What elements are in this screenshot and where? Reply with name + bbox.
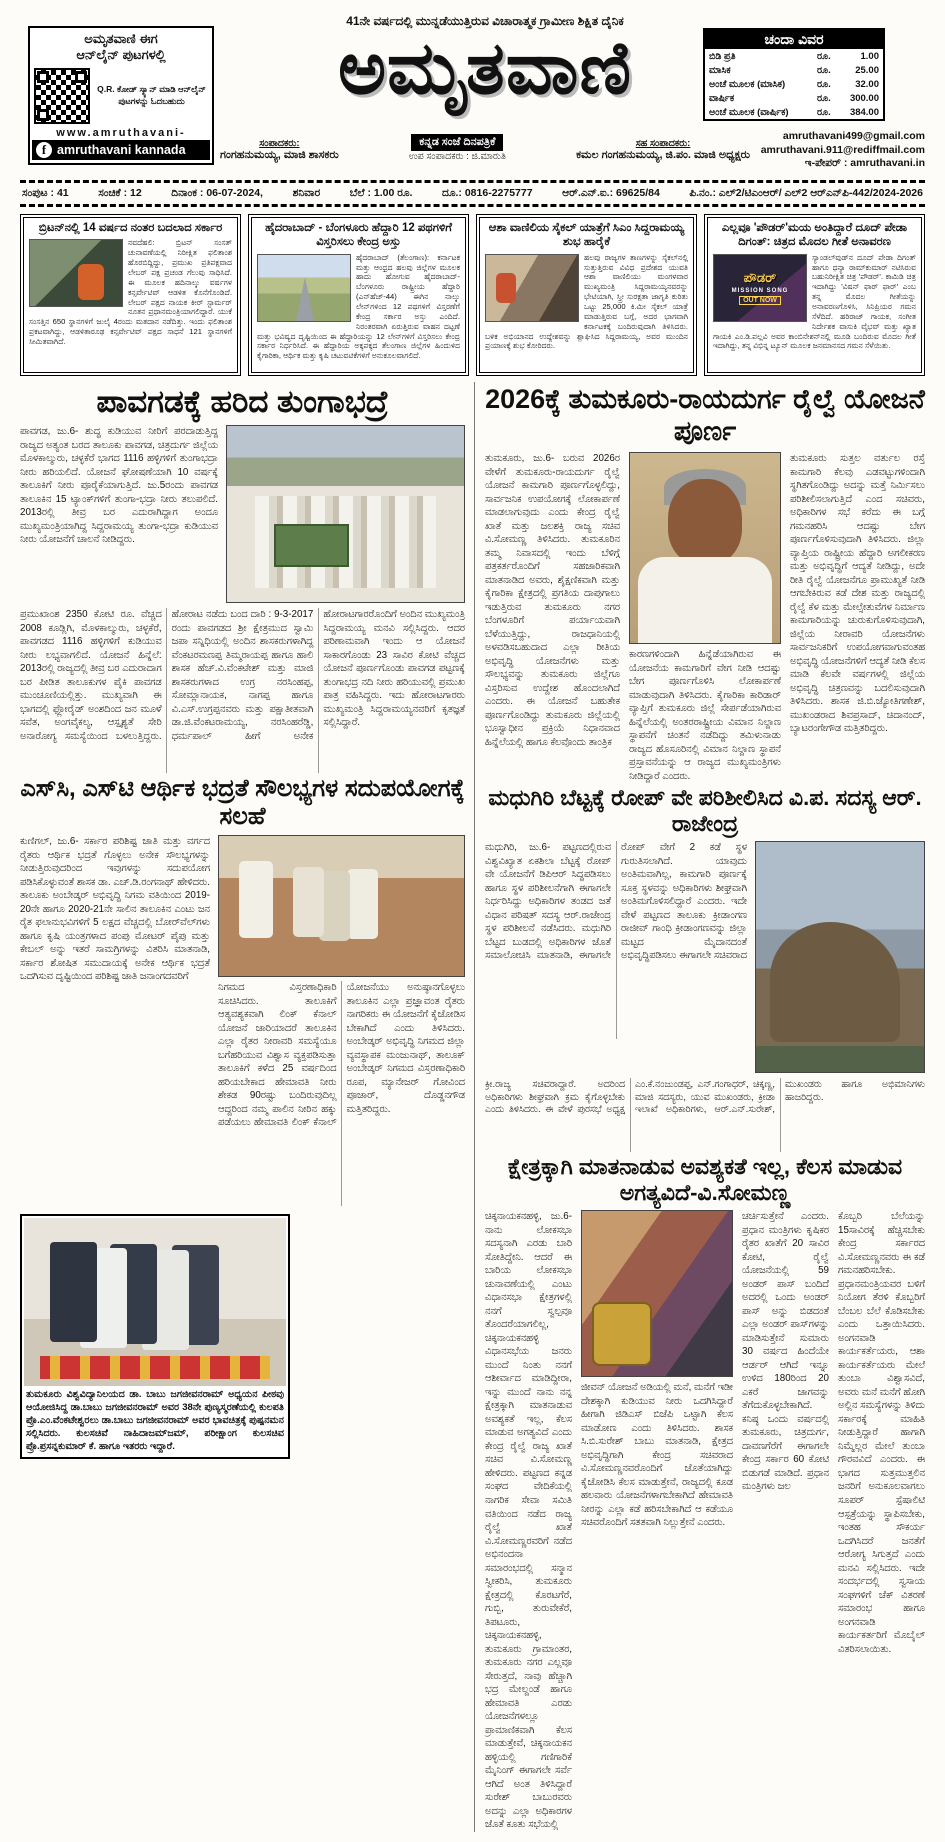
online-promo-box	[28, 26, 214, 165]
email-1: amruthavani499@gmail.com	[782, 130, 925, 142]
website-url: www.amruthavani-	[56, 126, 186, 139]
sub-label: ಬಿಡಿ ಪ್ರತಿ	[709, 50, 736, 62]
photo-pavagada-event	[226, 425, 465, 603]
sub-label: ಮಾಸಿಕ	[709, 64, 731, 76]
photo-madhugiri-hill	[755, 841, 925, 1073]
sub-label: ಅಂಚೆ ಮೂಲಕ (ಮಾಸಿಕ)	[709, 78, 786, 90]
article-somanna	[485, 1154, 925, 1832]
sub-label: ವಾರ್ಷಿಕ	[709, 92, 735, 104]
online-promo-line2: ಆನ್‌ಲೈನ್ ಪುಟಗಳಲ್ಲಿ	[76, 47, 166, 63]
facebook-bar	[32, 140, 210, 160]
article-col2-block	[629, 452, 781, 783]
qr-label: Q.R. ಕೋಡ್	[97, 84, 138, 95]
bottom-left-section	[20, 1214, 465, 1459]
subscription-box	[703, 28, 885, 121]
photo-minister-somanna-portrait	[629, 452, 781, 644]
facebook-handle: amruthavani kannada	[57, 142, 186, 157]
sub-value: 32.00	[855, 78, 879, 90]
article-body: ನಿಗಮದ ವಿಸ್ತರಣಾಧಿಕಾರಿ ಸೂಚಿಸಿದರು. ತಾಲೂಕಿಗೆ ಆತ್ಯವಶ್ಯಕವಾಗಿ ಲಿಂಕ್ ಕೆನಾಲ್ ಯೋಜನೆ ಜಾರಿಯಾದರೆ ತಾಲೂಕಿನ ಎಲ್ಲಾ ರೈತರ ನೀರಾವರಿ ಸಮಸ್ಯೆಯೂ ಬಗೆಹರಿಯುವ ವಿಶ್ವಾಸ ವ್ಯಕ್ತಪಡಿಸುತ್ತಾ ತಾಲೂಕಿಗೆ ಕಳೆದ 25 ವರ್ಷದಿಂದ ಹರಿಯಬೇಕಾದ ಹೇಮಾವತಿ ನೀರು ಶೇಕಡ 90ರಷ್ಟು ಬಂದಿರುವುದಿಲ್ಲ ಆದ್ದರಿಂದ ನಮ್ಮ ಪಾಲಿನ ನೀರಿನ ಹಕ್ಕು ಪಡೆಯಲು ಹೇಮಾವತಿ ಲಿಂಕ್ ಕೆನಾಲ್ ಯೋಜನೆಯು ಅನುಷ್ಠಾನಗೊಳ್ಳಲು ತಾಲೂಕಿನ ಎಲ್ಲಾ ಪ್ರಜ್ಞಾವಂತ ರೈತರು ನಾಗರಿಕರು ಈ ಯೋಜನೆಗೆ ಕೈಜೋಡಿಸ ಬೇಕಾಗಿದೆ ಎಂದು ತಿಳಿಸಿದರು. ಅಂಬೇಡ್ಕರ್ ಅಭಿವೃದ್ಧಿ ನಿಗಮದ ಜಿಲ್ಲಾ ವ್ಯವಸ್ಥಾಪಕ ಮಂಜುನಾಥ್, ತಾಲೂಕ್ ಅಂಬೇಡ್ಕರ್ ನಿಗಮದ ವಿಸ್ತರಣಾಧಿಕಾರಿ ರೂಪ, ಮ್ಯಾನೇಜರ್ ಗೋವಿಂದ ಪೂಜಾರ್, ದೊಡ್ಡನಗೌಡ ಮತ್ತಿತರಿದ್ದರು.	[218, 982, 465, 1129]
co-editor-name: ಕಮಲ ಗಂಗಹನುಮಯ್ಯ, ಜಿ.ಪಂ. ಮಾಜಿ ಅಧ್ಯಕ್ಷರು	[576, 149, 750, 161]
qr-code	[34, 68, 90, 124]
article-col2: ಜೀವನ್ ಯೋಜನೆ ಅಡಿಯಲ್ಲಿ ಮನೆ, ಮನೆಗೆ ಇಡೀ ದೇಶಕ್ಕಾಗಿ ಕುಡಿಯುವ ನೀರು ಒದಗಿಸಿದ್ದಾರೆ ಹೀಗಾಗಿ ಜಿಡಿಎಸ್ ಬಿಜೆಪಿ ಒಟ್ಟಾಗಿ ಕೆಲಸ ಮಾಡೋಣ ಎಂದು ತಿಳಿಸಿದರು. ಶಾಸಕ ಸಿ.ಬಿ.ಸುರೇಶ್ ಬಾಬು ಮಾತನಾಡಿ, ಕ್ಷೇತ್ರದ ಅಭಿವೃದ್ಧಿಗಾಗಿ ಕೇಂದ್ರ ಸಚಿವರಾದ ವಿ.ಸೋಮಣ್ಣನವರೊಂದಿಗೆ ಜೊತೆಯಾಗಿದ್ದು ಕೈಜೋಡಿಸಿ ಕೆಲಸ ಮಾಡುತ್ತೇನೆ, ರಾಜ್ಯದಲ್ಲಿ ಕೂಡ ಹಲವಾರು ಯೋಜನೆಗಳಾಗಬೇಕಾಗಿದೆ ಹೇಮಾವತಿ ನೀರನ್ನು ಎಲ್ಲಾ ಕಡೆ ಹರಿಸಬೇಕಾಗಿದೆ ಆ ಕಡೆಯೂ ಸಚಿವರೊಂದಿಗೆ ಸತತವಾಗಿ ನಿಲ್ಲುತ್ತೇನೆ ಎಂದರು.	[581, 1382, 733, 1529]
article-col1: ತುಮಕೂರು, ಜು.6- ಬರುವ 2026ರ ವೇಳೆಗೆ ತುಮಕೂರು-ರಾಯದುರ್ಗ ರೈಲ್ವೆ ಯೋಜನೆ ಕಾಮಗಾರಿ ಪೂರ್ಣಗೊಳ್ಳಲಿದ್ದು, ಸಾರ್ವಜನಿಕ ಉಪಯೋಗಕ್ಕೆ ಲೋಕಾರ್ಪಣೆ ಮಾಡಲಾಗುವುದು ಎಂದು ಕೇಂದ್ರ ರೈಲ್ವೆ ಖಾತೆ ಮತ್ತು ಜಲಶಕ್ತಿ ರಾಜ್ಯ ಸಚಿವ ವಿ.ಸೋಮಣ್ಣ ತಿಳಿಸಿದರು. ತುಮಕೂರಿನ ತಮ್ಮ ನಿವಾಸದಲ್ಲಿ ಇಂದು ಬೆಳಿಗ್ಗೆ ಪತ್ರಕರ್ತರೊಂದಿಗೆ ಸಹಜಾರಿಕವಾಗಿ ಮಾತನಾಡಿದ ಅವರು, ಶೈಕ್ಷಣಿಕವಾಗಿ ಮತ್ತು ಕೈಗಾರಿಕಾ ಕ್ಷೇತ್ರದಲ್ಲಿ ಪ್ರಗತಿಯ ದಾಪುಗಾಲು ಇಡುತ್ತಿರುವ ತುಮಕೂರು ನಗರ ಬೆಂಗಳೂರಿಗೆ ಪರ್ಯಾಯವಾಗಿ ಬೆಳೆಯುತ್ತಿದ್ದು, ರಾಜಧಾನಿಯಲ್ಲಿ ಅಳವಡಿಸಬಹುದಾದ ಎಲ್ಲಾ ರೀತಿಯ ಅಭಿವೃದ್ಧಿ ಯೋಜನೆಗಳು ಮತ್ತು ಸೌಲಭ್ಯವನ್ನು ತುಮಕೂರು ಜಿಲ್ಲೆಗೂ ವಿಸ್ತರಿಸುವ ಉದ್ದೇಶ ಹೊಂದಲಾಗಿದೆ ಎಂದರು. ಈ ಯೋಜನೆ ಬಹುತೇಕ ಪೂರ್ಣಗೊಂಡಿದ್ದು ತುಮಕೂರು ಜಿಲ್ಲೆಯಲ್ಲಿ ಭೂಸ್ವಾಧೀನ ಪ್ರಕ್ರಿಯೆ ನಿಧಾನವಾದ ಹಿನ್ನೆಲೆಯಲ್ಲಿ ಹಾಗೂ ಕೆಲವೊಂದು ತಾಂತ್ರಿಕ	[485, 453, 620, 748]
article-intro: ಪಾವಗಡ, ಜು.6- ಶುದ್ಧ ಕುಡಿಯುವ ನೀರಿಗೆ ಪರದಾಡುತ್ತಿದ್ದ ರಾಜ್ಯದ ಅತ್ಯಂತ ಬರದ ತಾಲೂಕು ಪಾವಗಡ, ಚಿತ್ರದುರ್ಗ ಜಿಲ್ಲೆಯ ಮೊಳಕಾಲ್ಮುರು, ಚಳ್ಳಕೆರೆ ಭಾಗದ 1116 ಹಳ್ಳಿಗಳಿಗೆ ತುಂಗಾಭದ್ರಾ ನೀರು ಹರಿಯಲಿದೆ. ಯೋಜನೆ ಘೋಷಣೆಯಾಗಿ 10 ವರ್ಷಕ್ಕೆ ತಾಲೂಕಿಗೆ ನೀರು ಪೂರೈಕೆಯಾಗುತ್ತಿದೆ. ಜು.5ರಂದು ಪಾವಗಡ ತಾಲೂಕಿನ 15 ಟ್ಯಾಂಕ್‌ಗಳಿಗೆ ತುಂಗಾ-ಭದ್ರಾ ನೀರು ತಲುಪಲಿದೆ. 2013ರಲ್ಲಿ ತೀವ್ರ ಬರ ಎದುರಾಗಿದ್ದಾಗ ಅಂದೂ ಮುಖ್ಯಮಂತ್ರಿಯಾಗಿದ್ದ ಸಿದ್ದರಾಮಯ್ಯ ತುಂಗಾ-ಭದ್ರಾ ಕುಡಿಯುವ ನೀರು ಯೋಜನೆಗೆ ಚಾಲನೆ ನೀಡಿದ್ದರು.	[20, 426, 218, 546]
article-col4: ಕೊಬ್ಬರಿ ಬೆಲೆಯನ್ನು 15ಸಾವಿರಕ್ಕೆ ಹೆಚ್ಚಿಸಬೇಕು ಕೇಂದ್ರ ಸರ್ಕಾರದ ವಿ.ಸೋಮಣ್ಣನವರು ಈ ಕಡೆ ಗಮನಹರಿಸಬೇಕು. ಪ್ರಧಾನಮಂತ್ರಿಯವರ ಬಳಿಗೆ ನಿಯೋಗ ತೆರಳಿ ಕೊಬ್ಬರಿಗೆ ಬೆಂಬಲ ಬೆಲೆ ಕೊಡಿಸಬೇಕು ಎಂದು ಒತ್ತಾಯಿಸಿದರು. ಅಂಗನವಾಡಿ ಕಾರ್ಯಕರ್ತೆಯರು, ಆಶಾ ಕಾರ್ಯಕರ್ತೆಯರು ಮೇಲೆ ತುಂಬಾ ವಿಶ್ವಾಸವಿದೆ, ಅವರು ಮನೆ ಮನೆಗೆ ಹೋಗಿ ಅಲ್ಲಿನ ಸಮಸ್ಯೆಗಳನ್ನು ತಿಳಿದು ಸರ್ಕಾರಕ್ಕೆ ಮಾಹಿತಿ ನೀಡುತ್ತಿದ್ದಾರೆ ಹಾಗಾಗಿ ನಿಮ್ಮೆಲ್ಲರ ಮೇಲೆ ತುಂಬಾ ಗೌರವವಿದೆ ಎಂದರು. ಈ ಭಾಗದ ಸುತ್ತಮುತ್ತಲಿನ ಜನರಿಗೆ ಅನುಕೂಲವಾಗಲು ಸೂಪರ್ ಸ್ಪೆಷಾಲಿಟಿ ಆಸ್ಪತ್ರೆಯನ್ನು ಸ್ಥಾಪಿಸಬೇಕು, ಇಂತಹ ಸೌಕರ್ಯ ಒದಗಿಸಿದರೆ ಜನತೆಗೆ ಆರೋಗ್ಯ ಸಿಗುತ್ತದೆ ಎಂದು ಮನವಿ ಸಲ್ಲಿಸಿದರು. ಇದೇ ಸಂದರ್ಭದಲ್ಲಿ ಸ್ವಸಾಯ ಸಂಘಗಳಿಗೆ ಚೆಕ್ ವಿತರಣೆ ಸಮಾರಂಭ ಹಾಗೂ ಅಂಗನವಾಡಿ ಕಾರ್ಯಕರ್ತರಿಗೆ ಮೊಬೈಲ್ ವಿತರಿಸಲಾಯಿತು.	[838, 1211, 925, 1655]
photo-movie-poster	[713, 254, 807, 322]
article-headline: 2026ಕ್ಕೆ ತುಮಕೂರು-ರಾಯದುರ್ಗ ರೈಲ್ವೆ ಯೋಜನೆ ಪೂರ್ಣ	[485, 384, 925, 446]
photo-caption: ತುಮಕೂರು ವಿಶ್ವವಿದ್ಯಾನಿಲಯದ ಡಾ. ಬಾಬು ಜಗಜೀವನರಾಮ್ ಅಧ್ಯಯನ ಪೀಠವು ಆಯೋಜಿಸಿದ್ದ ಡಾ.ಬಾಬು ಜಗಜೀವನರಾಮ್ ಅವರ 38ನೇ ಪುಣ್ಯಸ್ಮರಣೆಯಲ್ಲಿ ಕುಲಪತಿ ಪ್ರೊ.ಎಂ.ವೆಂಕಟೇಶ್ವರಲು ಡಾ.ಬಾಬು ಜಗಜೀವನರಾಮ್ ಅವರ ಭಾವಚಿತ್ರಕ್ಕೆ ಪುಷ್ಪನಮನ ಸಲ್ಲಿಸಿದರು. ಕುಲಸಚಿವೆ ನಾಹಿದಾಜಮ್‌ಜಮ್, ಪರೀಕ್ಷಾಂಗ ಕುಲಸಚಿವ ಪ್ರೊ.ಪ್ರಸನ್ನಕುಮಾರ್ ಕೆ. ಹಾಗೂ ಇತರರು ಇದ್ದಾರೆ.	[26, 1389, 284, 1452]
article-headline: ಪಾವಗಡಕ್ಕೆ ಹರಿದ ತುಂಗಾಭದ್ರೆ	[96, 384, 389, 419]
article-railway	[485, 384, 925, 783]
phone: ದೂ.: 0816-2275777	[442, 187, 533, 199]
online-promo-title	[30, 28, 212, 66]
news-box-title: ಬ್ರಿಟನ್‌ನಲ್ಲಿ 14 ವರ್ಷದ ನಂತರ ಬದಲಾದ ಸರ್ಕಾರ	[38, 222, 223, 234]
sub-label: ಅಂಚೆ ಮೂಲಕ (ವಾರ್ಷಿಕ)	[709, 106, 789, 118]
top-news-row	[20, 214, 925, 376]
paper-masthead: ಅಮೃತವಾಣಿ	[337, 28, 633, 109]
email-2: amruthavani.911@rediffmail.com	[760, 143, 925, 156]
news-box-title: ಎಲ್ಲವೂ 'ಪೌಡರ್'ಮಯ ಅಂತಿದ್ದಾರೆ ದೂದ್ ಪೇಡಾ ದಿಗಂತ್: ಚಿತ್ರದ ಮೊದಲ ಗೀತೆ ಅನಾವರಣ	[721, 222, 908, 249]
issue-date: ದಿನಾಂಕ : 06-07-2024,	[171, 187, 263, 199]
editor-block	[220, 138, 339, 162]
price: ಬೆಲೆ : 1.00 ರೂ.	[349, 187, 413, 199]
masthead-header	[20, 6, 925, 178]
article-intro: ಕುಣಿಗಲ್, ಜು.6- ಸರ್ಕಾರ ಪರಿಶಿಷ್ಟ ಜಾತಿ ಮತ್ತು ವರ್ಗದ ರೈತರು ಆರ್ಥಿಕ ಭದ್ರತೆ ಗೊಳ್ಳಲು ಅನೇಕ ಸೌಲಭ್ಯಗಳನ್ನು ನೀಡುತ್ತಿರುವುದರಿಂದ ಇವುಗಳನ್ನು ಸದುಪಯೋಗ ಪಡಿಸಿಕೊಳ್ಳುವಂತೆ ಶಾಸಕ ಡಾ. ಎಚ್.ಡಿ.ರಂಗನಾಥ್ ಹೇಳಿದರು. ತಾಲೂಕು ಅಂಬೇಡ್ಕರ್ ಅಭಿವೃದ್ಧಿ ನಿಗಮ ವತಿಯಿಂದ 2019-20ನೇ ಹಾಗೂ 2020-21ನೇ ಸಾಲಿನ ತಾಲೂಕಿನ ಎಂಟು ಜನ ರೈತ ಫಲಾನುಭವಿಗಳಿಗೆ 5 ಲಕ್ಷದ ವೆಚ್ಚದಲ್ಲಿ ಬೋರ್‌ವೆಲ್‌ಗಳು ಹಾಗೂ ಕೃಷಿ ಯಂತ್ರಗಳಾದ ಪಂಪು ಮೋಟರ್ ಪೈಪು ಮತ್ತು ಕೇಬಲ್ ಅನ್ನು ಇತರೆ ಸಾಮಗ್ರಿಗಳನ್ನು ವಿತರಿಸಿ ಮಾತನಾಡಿ, ಸರ್ಕಾರ ಶೋಷಿತ ಸಮುದಾಯಕ್ಕೆ ಅನೇಕ ಆರ್ಥಿಕ ಭದ್ರತೆ ಒದಗಿಸುವ ದೃಷ್ಟಿಯಿಂದ ಪರಿಶಿಷ್ಟ ಜಾತಿ ಜನಾಂಗದವರಿಗೆ	[20, 836, 210, 983]
sub-value: 1.00	[860, 50, 879, 62]
issue-day: ಶನಿವಾರ	[292, 187, 321, 199]
news-box-highway	[248, 214, 469, 376]
news-box-body: ನವದೆಹಲಿ: ಬ್ರಿಟನ್ ಸಂಸತ್ ಚುನಾವಣೆಯಲ್ಲಿ ನಿರೀಕ್ಷಿತ ಫಲಿತಾಂಶ ಹೊರಬಿದ್ದಿದ್ದು, ಪ್ರಮುಖ ಪ್ರತಿಪಕ್ಷವಾದ ಲೇಬರ್ ಪಕ್ಷ ಪ್ರಚಂಡ ಗೆಲುವು ಸಾಧಿಸಿದೆ. ಈ ಮೂಲಕ ಹದಿನಾಲ್ಕು ವರ್ಷಗಳ ಕನ್ಸರ್ವೇಟಿವ್ ಆಡಳಿತ ಕೊನೆಗೊಂಡಿದೆ. ಲೇಬರ್ ಪಕ್ಷದ ನಾಯಕ ಕೀರ್ ಸ್ಟಾರ್ಮರ್ ನೂತನ ಪ್ರಧಾನಮಂತ್ರಿಯಾಗಲಿದ್ದಾರೆ. ಯುಕೆ ಸಂಸತ್ತಿನ 650 ಸ್ಥಾನಗಳಿಗೆ ಜುಲೈ 4ರಂದು ಮತದಾನ ನಡೆದಿತ್ತು. ಇಂದು ಫಲಿತಾಂಶ ಪ್ರಕಟವಾಗಿದ್ದು, ಆಡಳಿತಾರೂಢ ಕನ್ಸರ್ವೇಟಿವ್ ಪಕ್ಷದ ಸಾಧನೆ 121 ಸ್ಥಾನಗಳಿಗೆ ಸೀಮಿತವಾಗಿದೆ.	[29, 238, 232, 346]
rni-number: ಆರ್.ಎನ್.ಐ.: 69625/84	[562, 187, 660, 199]
photo-caption-block	[20, 1214, 290, 1459]
photo-cm-cyclist	[485, 254, 579, 322]
main-content	[20, 382, 925, 1832]
news-box-title: ಆಶಾ ವಾಣಿಲಿಯ ಸೈಕಲ್ ಯಾತ್ರೆಗೆ ಸಿಎಂ ಸಿದ್ದರಾಮಯ್ಯ ಶುಭ ಹಾರೈಕೆ	[488, 222, 685, 249]
poster-subtitle: MISSION SONG	[731, 288, 789, 295]
editor-label: ಸಂಪಾದಕರು:	[259, 138, 300, 149]
volume: ಸಂಪುಟ : 41	[22, 187, 69, 199]
editor-name: ಗಂಗಹನುಮಯ್ಯ, ಮಾಜಿ ಶಾಸಕರು	[220, 149, 339, 161]
epaper-url: ಇ-ಪೇಪರ್ : amruthavani.in	[804, 157, 925, 170]
subscription-row	[705, 105, 883, 119]
article-body: ಪ್ರಮುಖಾಂಶ 2350 ಕೋಟಿ ರೂ. ವೆಚ್ಚದ 2008 ಕೂಡ್ಲಿಗಿ, ಮೊಳಕಾಲ್ಮುರು, ಚಳ್ಳಕೆರೆ, ಪಾವಗಡದ 1116 ಹಳ್ಳಿಗಳಿಗೆ ಕುಡಿಯುವ ನೀರು ಲಭ್ಯವಾಗಲಿದೆ. ಯೋಜನೆ ಹಿನ್ನೆಲೆ: 2013ರಲ್ಲಿ ರಾಜ್ಯದಲ್ಲಿ ತೀವ್ರ ಬರ ಎದುರಾದಾಗ ಬರ ಪೀಡಿತ ತಾಲೂಕುಗಳ ಪೈಕಿ ಪಾವಗಡ ಮುಂಚೂಣಿಯಲ್ಲಿತ್ತು. ಮುಖ್ಯವಾಗಿ ಈ ಭಾಗದಲ್ಲಿ ಫ್ಲೋರೈಡ್ ಅಂಶದಿಂದ ಜನ ಮೂಳೆ ಸವೆತ, ಅಂಗವೈಕಲ್ಯ, ಆಸ್ಪೃಶ್ಯತೆ ಸೇರಿ ಅನಾರೋಗ್ಯ ಸಮಸ್ಯೆಯಿಂದ ಬಳಲುತ್ತಿದ್ದರು. ಹೋರಾಟ ನಡೆದು ಬಂದ ದಾರಿ : 9-3-2017 ರಂದು ಪಾವಗಡದ ಶ್ರೀ ಕ್ಷೇತ್ರಮುದ ಸ್ವಾಮಿ ಜಪಾ ಸನ್ನಿಧಿಯಲ್ಲಿ ಅಂದಿನ ಶಾಸಕರುಗಳಾಗಿದ್ದ ವೆಂಕಟರಮಣಪ್ಪ ತಿಮ್ಮರಾಯಪ್ಪ ಹಾಗೂ ಹಾಲಿ ಶಾಸಕ ಹೆಚ್.ವಿ.ವೆಂಕಟೇಶ್ ಮತ್ತು ಮಾಜಿ ಶಾಸಕರುಗಳಾದ ಉಗ್ರ ನರಸಿಂಹಪ್ಪ, ಸೋಮ್ಲಾನಾಯಕ, ನಾಗಪ್ಪ ಹಾಗೂ ವಿ.ಎಸ್.ಉಗ್ರಪ್ಪನವರು ಮತ್ತು ಪಕ್ಷಾತೀತವಾಗಿ ಡಾ.ಜಿ.ವೆಂಕಟರಾಮಯ್ಯ, ನರಸಿಂಹರೆಡ್ಡಿ, ಧರ್ಮಪಾಲ್ ಹೀಗೆ ಅನೇಕ ಹೋರಾಟಗಾರರೊಂದಿಗೆ ಅಂದಿನ ಮುಖ್ಯಮಂತ್ರಿ ಸಿದ್ದರಾಮಯ್ಯ ಮನವಿ ಸಲ್ಲಿಸಿದ್ದರು. ಆದರ ಪರಿಣಾಮವಾಗಿ ಇಂದು ಆ ಯೋಜನೆ ಸಾಕಾರಗೊಂಡು 23 ಸಾವಿರ ಕೋಟಿ ವೆಚ್ಚದ ಯೋಜನೆ ಪೂರ್ಣಗೊಂಡು ಪಾವಗಡ ಪಟ್ಟಣಕ್ಕೆ ತುಂಗಾಭದ್ರ ನದಿ ನೀರು ಹರಿಯುವಲ್ಲಿ ಪ್ರಮುಖ ಪಾತ್ರ ವಹಿಸಿದ್ದರು. ಇದು ಹೋರಾಟಗಾರರು ಮುಖ್ಯಮಂತ್ರಿ ಸಿದ್ದರಾಮಯ್ಯನವರಿಗೆ ಕೃತಜ್ಞತೆ ಸಲ್ಲಿಸಿದ್ದಾರೆ.	[20, 609, 465, 742]
photo-kunigal-distribution	[218, 835, 465, 977]
co-editor-label: ಸಹ ಸಂಪಾದಕರು:	[635, 138, 691, 149]
news-box-body: ಹಲವು ರಾಜ್ಯಗಳ ತಾಣಗಳನ್ನು ಸೈಕಲ್‌ನಲ್ಲಿ ಸುತ್ತುತ್ತಿರುವ ವಿವಿಧ ಪ್ರದೇಶದ ಯುವತಿ ಆಶಾ ವಾಣಿಲಿಯು ಮಂಗಳವಾರ ಮುಖ್ಯಮಂತ್ರಿ ಸಿದ್ದರಾಮಯ್ಯನವರನ್ನು ಭೇಟಿಯಾಗಿ, ಸ್ತ್ರೀ ಸುರಕ್ಷತಾ ಜಾಗೃತಿ ಕುರಿತು ಒಟ್ಟು 25,000 ಕಿ.ಮೀ ಸೈಕಲ್ ಯಾತ್ರೆ ಮಾಡುತ್ತಿರುವ ಬಗ್ಗೆ, ಅದರ ಭಾಗವಾಗಿ ಕರ್ನಾಟಕಕ್ಕೆ ಬಂದಿರುವುದಾಗಿ ತಿಳಿಸಿದರು. ಬಳಿಕ ಅಭಿಯಾನದ ಉದ್ದೇಶವನ್ನು ಶ್ಲಾಘಿಸಿದ ಸಿದ್ದರಾಮಯ್ಯ, ಅವರ ಮುಂದಿನ ಪ್ರಯಾಣಕ್ಕೆ ಶುಭ ಕೋರಿದರು.	[485, 252, 688, 351]
article-col1: ಚಿಕ್ಕನಾಯಕನಹಳ್ಳಿ, ಜು.6- ನಾನು ಲೋಕಸಭಾ ಸದಸ್ಯನಾಗಿ ಎರಡು ಬಾರಿ ಸೋತಿದ್ದೇನಿ. ಆದರೆ ಈ ಬಾರಿಯ ಲೋಕಸಭಾ ಚುನಾವಣೆಯಲ್ಲಿ ಎಂಟು ವಿಧಾನಸಭಾ ಕ್ಷೇತ್ರಗಳಲ್ಲಿ ನನಗೆ ಸ್ವಲ್ಪವೂ ತೊಂದರೆಯಾಗಲಿಲ್ಲ, ಚಿಕ್ಕನಾಯಕನಹಳ್ಳಿ ವಿಧಾನಸಭೆಯ ಜನರು ಮುಂದೆ ನಿಂತು ನನಗೆ ಆಶೀರ್ವಾದ ಮಾಡಿದ್ದೀರಾ, ಇನ್ನು ಮುಂದೆ ನಾನು ನನ್ನ ಕ್ಷೇತ್ರಕ್ಕಾಗಿ ಮಾತನಾಡುವ ಅವಶ್ಯಕತೆ ಇಲ್ಲ, ಕೆಲಸ ಮಾಡುವ ಅಗತ್ಯವಿದೆ ಎಂದು ಕೇಂದ್ರ ರೈಲ್ವೆ ರಾಜ್ಯ ಖಾತೆ ಸಚಿವ ವಿ.ಸೋಮಣ್ಣ ಹೇಳಿದರು. ಪಟ್ಟಣದ ಕನ್ನಡ ಸಂಘದ ವೇದಿಕೆಯಲ್ಲಿ ನಾಗರಿಕ ಸೇವಾ ಸಮಿತಿ ವತಿಯಿಂದ ನಡೆದ ರಾಜ್ಯ ರೈಲ್ವೆ ಖಾತೆ ವಿ.ಸೋಮಣ್ಣರವರಿಗೆ ನಡೆದ ಅಭಿನಂದನಾ ಸಮಾರಂಭದಲ್ಲಿ ಸನ್ಮಾನ ಸ್ವೀಕರಿಸಿ, ತುಮಕೂರು ಕ್ಷೇತ್ರದಲ್ಲಿ ಕೊರಟಗೆರೆ, ಗುಬ್ಬಿ, ತುರುವೇಕೆರೆ, ತಿಪಟೂರು, ಚಿಕ್ಕನಾಯಕನಹಳ್ಳಿ, ತುಮಕೂರು ಗ್ರಾಮಾಂತರ, ತುಮಕೂರು ನಗರ ಎಲ್ಲವೂ ಸೇರುತ್ತದೆ, ನಾವು ಹೆಚ್ಚಾಗಿ ಭದ್ರ ಮೇಲ್ದಂಡೆ ಹಾಗೂ ಹೇಮಾವತಿ ಎರಡು ಯೋಜನೆಗಳಲ್ಲೂ ಪ್ರಾಮಾಣಿಕವಾಗಿ ಕೆಲಸ ಮಾಡುತ್ತೇವೆ, ಚಿಕ್ಕನಾಯಕನ ಹಳ್ಳಿಯಲ್ಲಿ ಗಣಿಗಾರಿಕೆ ಮೈನಿಂಗ್ ಈಗಾಗಲೇ ಸರ್ವೆ ಆಗಿದೆ ಅಂತ ತಿಳಿಸಿದ್ದಾರೆ ಸುರೇಶ್ ಬಾಬುರವರು ಅದನ್ನು ಎಲ್ಲಾ ಅಧಿಕಾರಗಳ ಜೊತೆ ಕೂತು ಸಭೆಯಲ್ಲಿ	[485, 1211, 572, 1831]
news-box-body: ಸ್ಯಾಂಡಲ್‌ವುಡ್‌ನ ದೂದ್ ಪೇಡಾ ದಿಗಂತ್ ಹಾಗೂ ಧನ್ಯಾ ರಾಮ್‌ಕುಮಾರ್ ನಟಿಸಿರುವ ಬಹುನಿರೀಕ್ಷಿತ ಚಿತ್ರ 'ಪೌಡರ್'. ಕಾಮಿಡಿ ಚಿತ್ರ ಇದಾಗಿದ್ದು 'ವಿಷನ್ ಫಾರ್ ಫಾರ್' ಎಂಬ ತನ್ನ ಮೊದಲ ಗೀತೆಯನ್ನು ಅನಾವರಣಗೊಳಿಸಿ, ಸಿನಿಪ್ರಿಯರ ಗಮನ ಸೆಳೆದಿದೆ. ಹರಿರಾಜ್ ಗಾಯಕ, ಸಂಗೀತ ನಿರ್ದೇಶಕ ವಾಸುಕಿ ವೈಭವ್ ಮತ್ತು ಖ್ಯಾತ ಗಾಯಕಿ ಎಂ.ಡಿ.ಪಲ್ಲವಿ ಅವರ ಕಾಂಬಿನೇಶನ್‌ನಲ್ಲಿ ಮೂಡಿ ಬಂದಿರುವ ಮೊದಲ ಗೀತೆ ಇದಾಗಿದ್ದು, ತನ್ನ ವಿಭಿನ್ನ ಟ್ಯೂನ್ ಮೂಲಕ ಜನಮಾನಸದ ಗಮನ ಸೆಳೆಯಿತು.	[713, 252, 916, 351]
sub-value: 25.00	[855, 64, 879, 76]
poster-title: ಪೌಡರ್	[743, 270, 777, 286]
article-col2: ಕಾರಣಗಳಿಂದಾಗಿ ಹಿನ್ನೆಡೆಯಾಗಿರುವ ಈ ಯೋಜನೆಯ ಕಾಮಗಾರಿಗೆ ವೇಗ ನೀಡಿ ಆದಷ್ಟು ಬೇಗ ಪೂರ್ಣಗೊಳಿಸಿ ಲೋಕಾರ್ಪಣೆ ಮಾಡುವುದಾಗಿ ತಿಳಿಸಿದರು. ಕೈಗಾರಿಕಾ ಕಾರಿಡಾರ್ ವ್ಯಾಪ್ತಿಗೆ ತುಮಕೂರು ಜಿಲ್ಲೆ ಸೇರ್ಪಡೆಯಾಗಿರುವ ಹಿನ್ನೆಲೆಯಲ್ಲಿ ಅಂತರರಾಷ್ಟ್ರೀಯ ವಿಮಾನ ನಿಲ್ದಾಣ ಸ್ಥಾಪನೆಗೆ ಚಿಂತನೆ ನಡೆದಿದ್ದು ತಮಿಳುನಾಡು ರಾಜ್ಯದ ಹೊಸೂರಿನಲ್ಲಿ ವಿಮಾನ ನಿಲ್ದಾಣ ಸ್ಥಾಪನೆ ಪ್ರಸ್ತಾವನೆಯನ್ನು ಆ ರಾಜ್ಯದ ಮುಖ್ಯಮಂತ್ರಿಗಳು ನೀಡಿದ್ದಾರೆ ಎಂದರು.	[629, 649, 781, 782]
masthead-subline	[220, 134, 750, 162]
sub-currency: ರೂ.	[817, 50, 831, 62]
article-headline: ಮಧುಗಿರಿ ಬೆಟ್ಟಕ್ಕೆ ರೋಪ್ ವೇ ಪರಿಶೀಲಿಸಿದ ವಿ.ಪ. ಸದಸ್ಯ ಆರ್. ರಾಜೇಂದ್ರ	[488, 785, 922, 837]
facebook-icon: f	[36, 142, 52, 158]
qr-instructions	[95, 84, 208, 106]
sub-value: 300.00	[849, 92, 879, 104]
paper-type-block	[409, 134, 506, 162]
photo-highway	[257, 254, 351, 322]
qr-text: ಸ್ಕ್ಯಾನ್ ಮಾಡಿ ಆನ್‌ಲೈನ್ ಪುಟಗಳನ್ನು ಓದಬಹುದು	[118, 84, 206, 106]
photo-britain-leaders	[29, 239, 123, 307]
sub-currency: ರೂ.	[817, 106, 831, 118]
left-column	[20, 382, 475, 1832]
issue-info-line	[20, 180, 925, 207]
contact-emails	[695, 130, 925, 171]
news-box-britain	[20, 214, 241, 376]
article-body: ಮಧುಗಿರಿ, ಜು.6- ಪಟ್ಟಣದಲ್ಲಿರುವ ವಿಶ್ವವಿಖ್ಯಾತ ಏಕಶಿಲಾ ಬೆಟ್ಟಕ್ಕೆ ರೋಪ್ ವೇ ಯೋಜನೆಗೆ ಡಿಪಿಆರ್ ಸಿದ್ಧಪಡಿಸಲು ಹಾಗೂ ಸ್ಥಳ ಪರಿಶೀಲನೆಗಾಗಿ ಈಗಾಗಲೇ ನಿರ್ಧರಿಸಿದ್ದು ಅಧಿಕಾರಿಗಳ ತಂಡದ ಜತೆ ವಿಧಾನ ಪರಿಷತ್ ಸದಸ್ಯ ಆರ್.ರಾಜೇಂದ್ರ ಸ್ಥಳ ಪರಿಶೀಲನೆ ನಡೆಸಿದರು. ಮಧುಗಿರಿ ಬೆಟ್ಟದ ಬುಡದಲ್ಲಿ ಅಧಿಕಾರಿಗಳ ಜೊತೆ ಸಮಾಲೋಚಿಸಿ ಮಾತನಾಡಿ, ಈಗಾಗಲೇ ರೋಪ್ ವೇಗೆ 2 ಕಡೆ ಸ್ಥಳ ಗುರುತಿಸಲಾಗಿದೆ. ಯಾವುದು ಅಂತಿಮವಾಗಿಲ್ಲ, ಕಾಮಗಾರಿ ಪೂರ್ಣಕ್ಕೆ ಸೂಕ್ತ ಸ್ಥಳವನ್ನು ಅಧಿಕಾರಿಗಳು ಶೀಘ್ರವಾಗಿ ಅಂತಿಮಗೊಳಿಸಲಿದ್ದಾರೆ ಎಂದರು. ಇದೇ ವೇಳೆ ಪಟ್ಟಣದ ತಾಲೂಕು ಕ್ರೀಡಾಂಗಣ ರಾಜೀವ್ ಗಾಂಧಿ ಕ್ರೀಡಾಂಗಣವನ್ನು ಜಿಲ್ಲಾ ಮಟ್ಟದ ಮೈದಾನದಂತೆ ಅಭಿವೃದ್ಧಿಪಡಿಸಲು ಈಗಾಗಲೇ ಸಚಿವರಾದ	[485, 842, 747, 962]
paper-tagline: 41ನೇ ವರ್ಷದಲ್ಲಿ ಮುನ್ನಡೆಯುತ್ತಿರುವ ವಿಚಾರಾತ್ಮಕ ಗ್ರಾಮೀಣ ಶಿಕ್ಷಿತ ದೈನಿಕ	[346, 14, 624, 28]
sub-editor: ಉಪ ಸಂಪಾದಕರು : ಜಿ.ಮಾರುತಿ	[408, 151, 506, 162]
subscription-row	[705, 49, 883, 63]
article-headline: ಕ್ಷೇತ್ರಕ್ಕಾಗಿ ಮಾತನಾಡುವ ಅವಶ್ಯಕತೆ ಇಲ್ಲ, ಕೆಲಸ ಮಾಡುವ ಅಗತ್ಯವಿದೆ-ವಿ.ಸೋಮಣ್ಣ	[507, 1154, 903, 1206]
sub-currency: ರೂ.	[817, 92, 831, 104]
postal-number: ಪಿ.ನಂ.: ಎಲ್2/ಟಿಎಂಆರ್/ ಎಲ್2 ಆರ್‌ಎನ್‌ಪಿ-442/2024-2026	[689, 187, 923, 199]
news-box-body: ಹೈದರಾಬಾದ್ (ತೆಲಂಗಾಣ): ಕರ್ನಾಟಕ ಮತ್ತು ಆಂಧ್ರದ ಹಲವು ಜಿಲ್ಲೆಗಳ ಮೂಲಕ ಹಾದು ಹೋಗುವ ಹೈದರಾಬಾದ್-ಬೆಂಗಳೂರು ರಾಷ್ಟ್ರೀಯ ಹೆದ್ದಾರಿ (ಎನ್‌ಹೆಚ್-44) ಈಗಿನ ನಾಲ್ಕು ಲೇನ್‌ಗಳಿಂದ 12 ಪಥಗಳಿಗೆ ವಿಸ್ತರಣೆಗೆ ಕೇಂದ್ರ ಸರ್ಕಾರ ಅಸ್ತು ಎಂದಿದೆ. ನಿರಂತರವಾಗಿ ಏರುತ್ತಿರುವ ವಾಹನ ದಟ್ಟಣೆ ಮತ್ತು ಭವಿಷ್ಯದ ದೃಷ್ಟಿಯಿಂದ ಈ ಹೆದ್ದಾರಿಯನ್ನು 12 ಲೇನ್‌ಗಳಿಗೆ ವಿಸ್ತರಿಸಲು ಕೇಂದ್ರ ಸರ್ಕಾರ ನಿರ್ಧರಿಸಿದೆ. ಈ ಹೆದ್ದಾರಿಯ ಅಕ್ಕಪಕ್ಕದ ತೆಲಂಗಾಣ ಜಿಲ್ಲೆಗಳ ಹಿಂದುಳಿದ ಕೈಗಾರಿಕಾ, ಆರ್ಥಿಕ ಮತ್ತು ಕೃಷಿ ಚಟುವಟಿಕೆಗಳಿಗೆ ಅನುಕೂಲವಾಗಲಿದೆ.	[257, 252, 460, 361]
sub-value: 384.00	[849, 106, 879, 118]
news-box-title: ಹೈದರಾಬಾದ್ - ಬೆಂಗಳೂರು ಹೆದ್ದಾರಿ 12 ಪಥಗಳಿಗೆ ವಿಸ್ತರಿಸಲು ಕೇಂದ್ರ ಅಸ್ತು	[265, 222, 452, 249]
issue-number: ಸಂಚಿಕೆ : 12	[98, 187, 142, 199]
article-right-block	[218, 835, 465, 1206]
article-col2-block	[581, 1210, 733, 1832]
article-madhugiri	[485, 785, 925, 1152]
subscription-title: ಚಂದಾ ವಿವರ	[705, 30, 883, 49]
sub-currency: ರೂ.	[817, 78, 831, 90]
subscription-row	[705, 77, 883, 91]
photo-felicitation-event	[581, 1210, 733, 1377]
news-box-powder-movie	[704, 214, 925, 376]
paper-type-chip: ಕನ್ನಡ ಸಂಜೆ ದಿನಪತ್ರಿಕೆ	[411, 134, 503, 151]
subscription-row	[705, 63, 883, 77]
online-promo-line1: ಅಮೃತವಾಣಿ ಈಗ	[84, 31, 158, 46]
article-pavagada	[20, 384, 465, 773]
qr-row	[30, 66, 212, 126]
sub-currency: ರೂ.	[817, 64, 831, 76]
photo-university-tribute	[24, 1218, 286, 1386]
right-column	[485, 382, 925, 1832]
subscription-row	[705, 91, 883, 105]
article-col3: ಚರ್ಚಿಸುತ್ತೇನೆ ಎಂದರು. ಪ್ರಧಾನ ಮಂತ್ರಿಗಳು ಕೃಷಿಕರ ರೈತರ ಖಾತೆಗೆ 20 ಸಾವಿರ ಕೋಟಿ, ರೈಲ್ವೆ ಯೋಜನೆಯಲ್ಲಿ 59 ಅಂಡರ್ ಪಾಸ್ ಬಂದಿದೆ ಅದರಲ್ಲಿ ಒಂದು ಅಂಡರ್ ಪಾಸ್ ಅನ್ನು ಬಿಡದಂತೆ ಎಲ್ಲಾ ಅಂಡರ್ ಪಾಸ್‌ಗಳನ್ನು ಮಾಡಿಸುತ್ತೇನೆ ಸುಮಾರು 30 ವರ್ಷದ ಹಿಂದೆಯೇ ಆರ್ಡರ್ ಆಗಿದೆ ಇನ್ನೂ ಉಳಿದ 180ರಿಂದ 20 ಎಕರೆ ಜಾಗವನ್ನು ತೆಗೆದುಕೊಳ್ಳಬೇಕಾಗಿದೆ. ಕನಿಷ್ಠ ಒಂದು ವರ್ಷದಲ್ಲಿ ತುಮಕೂರು, ಚಿತ್ರದುರ್ಗ, ದಾವಣಗೆರೆಗೆ ಈಗಾಗಲೇ ಕೇಂದ್ರ ಸರ್ಕಾರ 60 ಕೋಟಿ ಬಿಡುಗಡೆ ಮಾಡಿದೆ. ಪ್ರಧಾನ ಮಂತ್ರಿಗಳು ಜಲ	[742, 1211, 829, 1493]
article-col3: ತುಮಕೂರು ಸುತ್ತಲ ವರ್ತುಲ ರಸ್ತೆ ಕಾಮಗಾರಿ ಕೆಲವು ಎಡವಟ್ಟುಗಳಿಂದಾಗಿ ಸ್ಥಗಿತಗೊಂಡಿದ್ದು ಅದನ್ನು ಮತ್ತೆ ನಿರ್ಮಿಸಲು ಪರಿಶೀಲಿಸಲಾಗುತ್ತಿದೆ ಎಂದ ಸಚಿವರು, ಅಧಿಕಾರಿಗಳ ಸಭೆ ಕರೆದು ಈ ಬಗ್ಗೆ ಗಮನಹರಿಸಿ ಆದಷ್ಟು ಬೇಗ ಪೂರ್ಣಗೊಳಿಸುವುದಾಗಿ ತಿಳಿಸಿದರು. ಜಿಲ್ಲಾ ವ್ಯಾಪ್ತಿಯ ರಾಷ್ಟ್ರೀಯ ಹೆದ್ದಾರಿ ಅಗಲೀಕರಣ ಮತ್ತು ಅಭಿವೃದ್ಧಿಗೆ ಆದ್ಯತೆ ನೀಡಿದ್ದು, ಅದೇ ರೀತಿ ರೈಲ್ವೆ ಯೋಜನೆಗೂ ಪ್ರಾಮುಖ್ಯತೆ ನೀಡಿ ಆಗಬೇಕಿರುವ ಕಡೆ ದೇಶ ಮತ್ತು ರಾಜ್ಯದಲ್ಲಿ ರೈಲ್ವೆ ಕೆಳ ಮತ್ತು ಮೇಲ್ಸೇತುವೆಗಳ ನಿರ್ಮಾಣ ಕಾಮಗಾರಿಯನ್ನು ಚುರುಕುಗೊಳಿಸುವುದಾಗಿ, ಜಿಲ್ಲೆಯ ನೀರಾವರಿ ಯೋಜನೆಗಳು ಸಾರ್ವಜನಿಕರಿಗೆ ಉಪಯೋಗವಾಗುವಂತಹ ಅಭಿವೃದ್ಧಿ ಯೋಜನೆಗಳಿಗೆ ಆದ್ಯತೆ ನೀಡಿ ಕೆಲಸ ಮಾಡಿ ಕೆಲವೇ ವರ್ಷಗಳಲ್ಲಿ ಜಿಲ್ಲೆಯ ಅಭಿವೃದ್ಧಿ ಚಿತ್ರಣವನ್ನು ಬದಲಿಸುವುದಾಗಿ ತಿಳಿಸಿದರು. ಶಾಸಕ ಜಿ.ಬಿ.ಜ್ಯೋತಿಗಣೇಶ್, ಮುಖಂಡರಾದ ಶಿವಪ್ರಸಾದ್, ಚಿದಾನಂದ್, ಬ್ಯಾಟರಂಗೇಗೌಡ ಮತ್ತಿತರಿದ್ದರು.	[790, 453, 926, 735]
article-scst	[20, 775, 465, 1206]
article-headline: ಎಸ್‌ಸಿ, ಎಸ್‌ಟಿ ಆರ್ಥಿಕ ಭದ್ರತೆ ಸೌಲಭ್ಯಗಳ ಸದುಪಯೋಗಕ್ಕೆ ಸಲಹೆ	[20, 775, 465, 830]
article-continuation: ಕ್ರೀ.ರಾಜ್ಯ ಸಚಿವರಾದ್ದಾರೆ. ಅದರಿಂದ ಅಧಿಕಾರಿಗಳು ಶೀಘ್ರವಾಗಿ ಕ್ರಮ ಕೈಗೊಳ್ಳಬೇಕು ಎಂದು ತಿಳಿಸಿದರು. ಈ ವೇಳೆ ಪುರಸಭೆ ಅಧ್ಯಕ್ಷ ಎಂ.ಕೆ.ನಂಜುಂಡಪ್ಪ, ಎನ್.ಗಂಗಾಧರ್, ಚಿಕ್ಕಣ್ಣ, ಮಾಜಿ ಸದಸ್ಯರು, ಯುವ ಮುಖಂಡರು, ಕ್ರೀಡಾ ಇಲಾಖೆ ಅಧಿಕಾರಿಗಳು, ಆರ್.ಎನ್.ಸುರೇಶ್, ಮುಖಂಡರು ಹಾಗೂ ಅಭಿಮಾನಿಗಳು ಹಾಜರಿದ್ದರು.	[485, 1078, 925, 1115]
poster-out-now: OUT NOW	[739, 296, 781, 305]
news-box-cycle-yatra	[476, 214, 697, 376]
